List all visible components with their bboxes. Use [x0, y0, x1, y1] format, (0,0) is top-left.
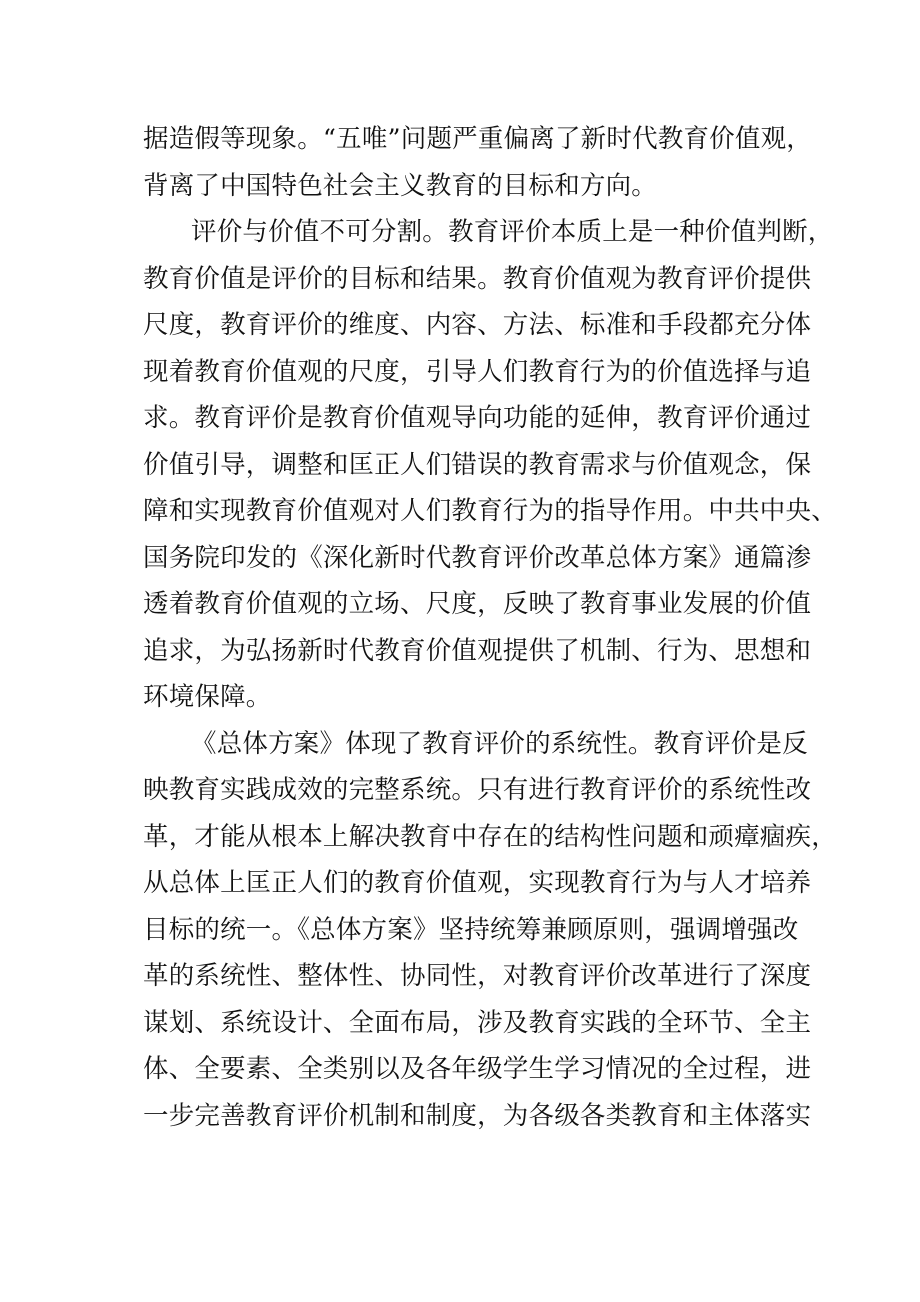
text-column [143, 116, 837, 1139]
text-line: 评价与价值不可分割。教育评价本质上是一种价值判断， [191, 217, 834, 247]
text-line: 教育价值是评价的目标和结果。教育价值观为教育评价提供 [143, 263, 812, 294]
text-line: 求。教育评价是教育价值观导向功能的延伸，教育评价通过 [143, 403, 812, 433]
text-line: 国务院印发的《深化新时代教育评价改革总体方案》通篇渗 [143, 542, 812, 573]
text-line: 透着教育价值观的立场、尺度，反映了教育事业发展的价值 [143, 589, 812, 619]
text-line: 环境保障。 [143, 682, 272, 712]
text-line: 革的系统性、整体性、协同性，对教育评价改革进行了深度 [143, 961, 812, 991]
text-line: 革，才能从根本上解决教育中存在的结构性问题和顽瘴痼疾， [143, 821, 837, 852]
text-line: 据造假等现象。“五唯”问题严重偏离了新时代教育价值观， [143, 124, 812, 154]
text-line: 从总体上匡正人们的教育价值观，实现教育行为与人才培养 [143, 868, 812, 898]
paragraph-3 [143, 721, 837, 1140]
text-line: 尺度，教育评价的维度、内容、方法、标准和手段都充分体 [143, 310, 812, 340]
text-line: 映教育实践成效的完整系统。只有进行教育评价的系统性改 [143, 775, 812, 805]
text-line: 《总体方案》体现了教育评价的系统性。教育评价是反 [191, 728, 808, 759]
paragraph-2 [143, 209, 837, 721]
text-line: 一步完善教育评价机制和制度，为各级各类教育和主体落实 [143, 1100, 812, 1131]
text-line: 障和实现教育价值观对人们教育行为的指导作用。中共中央、 [143, 496, 837, 526]
text-line: 目标的统一。《总体方案》坚持统筹兼顾原则，强调增强改 [143, 914, 799, 945]
text-line: 体、全要素、全类别以及各年级学生学习情况的全过程，进 [143, 1054, 812, 1084]
paragraph-1 [143, 116, 812, 209]
text-line: 现着教育价值观的尺度，引导人们教育行为的价值选择与追 [143, 356, 812, 387]
text-line: 追求，为弘扬新时代教育价值观提供了机制、行为、思想和 [143, 635, 812, 666]
text-line: 背离了中国特色社会主义教育的目标和方向。 [143, 170, 658, 201]
text-line: 价值引导，调整和匡正人们错误的教育需求与价值观念，保 [143, 449, 812, 480]
text-line: 谋划、系统设计、全面布局，涉及教育实践的全环节、全主 [143, 1007, 812, 1038]
